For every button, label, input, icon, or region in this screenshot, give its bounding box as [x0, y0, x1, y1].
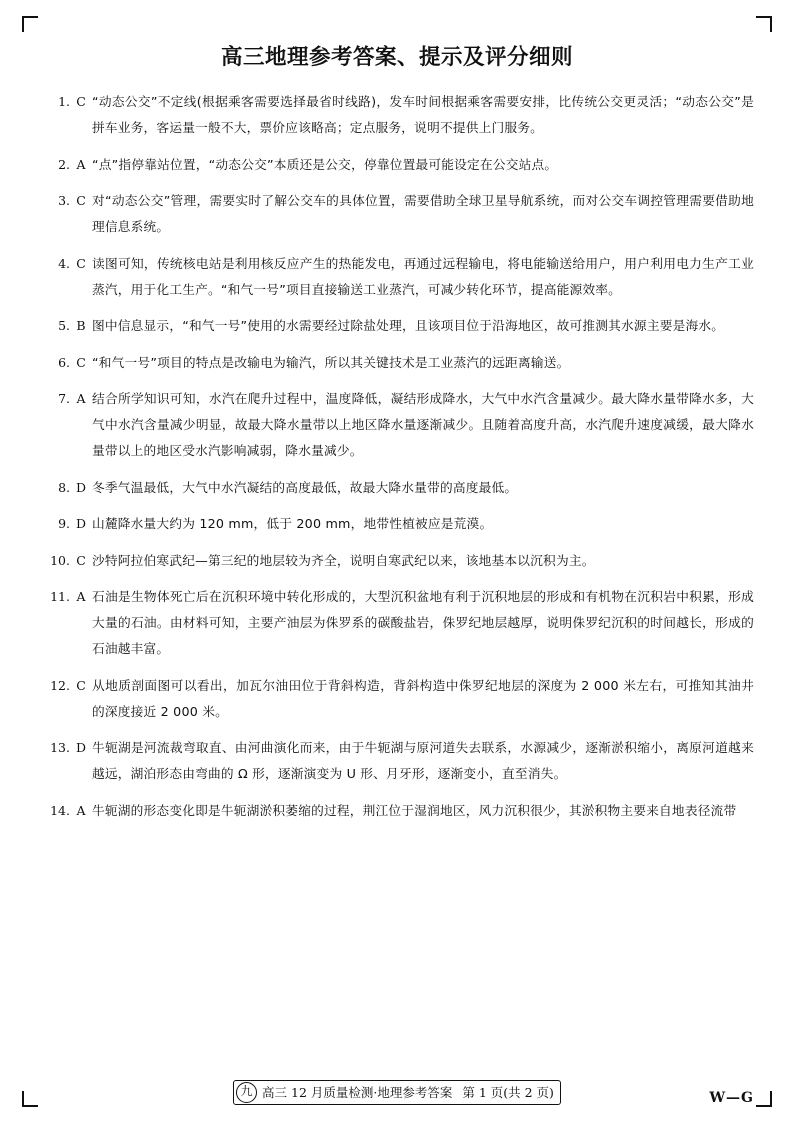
- answer-text: 山麓降水量大约为 120 mm，低于 200 mm，地带性植被应是荒漠。: [92, 516, 493, 531]
- answer-number: 8.: [58, 479, 70, 495]
- answer-number: 13.: [50, 740, 70, 755]
- answer-list: [40, 89, 754, 824]
- answer-number: 11.: [50, 589, 70, 604]
- answer-letter: C: [76, 354, 86, 370]
- answer-letter: C: [76, 255, 86, 271]
- answer-text: 图中信息显示，“和气一号”使用的水需要经过除盐处理，且该项目位于沿海地区，故可推测其水源主要是海水。: [92, 318, 725, 333]
- answer-letter: D: [75, 740, 87, 755]
- answer-item: [40, 798, 754, 824]
- crop-mark-top-left-vertical: [22, 16, 24, 32]
- page-footer: [0, 1080, 794, 1105]
- answer-item: [40, 511, 754, 537]
- crop-mark-top-right-vertical: [770, 16, 772, 32]
- answer-item: [40, 548, 754, 574]
- answer-letter: C: [76, 94, 86, 109]
- answer-text: 结合所学知识可知，水汽在爬升过程中，温度降低，凝结形成降水，大气中水汽含量减少。最大降水量带降水多，大气中水汽含量减少明显，故最大降水量带以上地区降水量逐渐减少。且随着高度升高，水汽爬升速度减缓，最大降水量带以上的地区受水汽影响减弱，降水量减少。: [92, 391, 754, 458]
- answer-text: 沙特阿拉伯寒武纪—第三纪的地层较为齐全，说明自寒武纪以来，该地基本以沉积为主。: [92, 552, 595, 568]
- answer-letter: D: [75, 479, 87, 495]
- footer-page-number: 第 1 页(共 2 页): [462, 1084, 554, 1100]
- answer-text: 石油是生物体死亡后在沉积环境中转化形成的，大型沉积盆地有利于沉积地层的形成和有机物在沉积岩中积累，形成大量的石油。由材料可知，主要产油层为侏罗系的碳酸盐岩，侏罗纪地层越厚，说明侏罗纪沉积的时间越长，形成的石油越丰富。: [92, 589, 754, 656]
- answer-item: [40, 386, 754, 464]
- answer-number: 14.: [50, 802, 70, 818]
- crop-mark-top-left: [22, 16, 38, 18]
- answer-item: [40, 313, 754, 339]
- answer-number: 4.: [58, 255, 70, 271]
- answer-item: [40, 188, 754, 240]
- answer-text: “点”指停靠站位置，“动态公交”本质还是公交，停靠位置最可能设定在公交站点。: [92, 156, 558, 172]
- answer-text: “和气一号”项目的特点是改输电为输汽，所以其关键技术是工业蒸汽的远距离输送。: [92, 354, 570, 370]
- answer-number: 10.: [50, 552, 70, 568]
- answer-number: 5.: [58, 318, 70, 333]
- answer-item: [40, 735, 754, 787]
- crop-mark-bottom-left: [22, 1105, 38, 1107]
- answer-letter: A: [76, 589, 86, 604]
- answer-text: 对“动态公交”管理，需要实时了解公交车的具体位置，需要借助全球卫星导航系统，而对公交车调控管理需要借助地理信息系统。: [92, 193, 754, 234]
- answer-number: 9.: [58, 516, 70, 531]
- answer-text: 从地质剖面图可以看出，加瓦尔油田位于背斜构造，背斜构造中侏罗纪地层的深度为 2 000 米左右，可推知其油井的深度接近 2 000 米。: [92, 677, 754, 719]
- page-title: 高三地理参考答案、提示及评分细则: [220, 45, 573, 70]
- answer-item: [40, 584, 754, 662]
- answer-number: 7.: [58, 391, 70, 406]
- answer-number: 12.: [50, 677, 70, 693]
- answer-text: 读图可知，传统核电站是利用核反应产生的热能发电，再通过远程输电，将电能输送给用户，用户利用电力生产工业蒸汽，用于化工生产。“和气一号”项目直接输送工业蒸汽，可减少转化环节，提高能源效率。: [92, 255, 754, 297]
- answer-letter: A: [76, 156, 86, 172]
- answer-item: [40, 152, 754, 178]
- answer-number: 2.: [58, 156, 70, 172]
- answer-letter: A: [76, 802, 86, 818]
- answer-item: [40, 475, 754, 501]
- answer-text: “动态公交”不定线(根据乘客需要选择最省时线路)，发车时间根据乘客需要安排，比传统公交更灵活；“动态公交”是拼车业务，客运量一般不大，票价应该略高；定点服务，说明不提供上门服务。: [92, 94, 754, 135]
- answer-letter: D: [75, 516, 87, 531]
- answer-letter: B: [76, 318, 86, 333]
- answer-item: [40, 673, 754, 725]
- answer-text: 冬季气温最低，大气中水汽凝结的高度最低，故最大降水量带的高度最低。: [92, 479, 518, 495]
- answer-text: 牛轭湖是河流裁弯取直、由河曲演化而来，由于牛轭湖与原河道失去联系，水源减少，逐渐淤积缩小，离原河道越来越远，湖泊形态由弯曲的 Ω 形，逐渐演变为 U 形、月牙形，逐渐变小，直至消失。: [92, 740, 754, 781]
- answer-letter: C: [76, 552, 86, 568]
- answer-text: 牛轭湖的形态变化即是牛轭湖淤积萎缩的过程，荆江位于湿润地区，风力沉积很少，其淤积物主要来自地表径流带: [92, 802, 737, 818]
- footer-title: 高三 12 月质量检测·地理参考答案: [262, 1084, 453, 1100]
- answer-item: [40, 251, 754, 303]
- footer-banner: [233, 1080, 561, 1105]
- answer-number: 3.: [58, 193, 70, 208]
- answer-letter: C: [76, 677, 86, 693]
- publisher-logo-icon: [236, 1082, 257, 1103]
- answer-item: [40, 350, 754, 376]
- answer-letter: A: [76, 391, 86, 406]
- answer-letter: C: [76, 193, 86, 208]
- answer-item: [40, 89, 754, 141]
- answer-number: 1.: [58, 94, 70, 109]
- answer-number: 6.: [58, 354, 70, 370]
- footer-paper-code: W—G: [709, 1090, 754, 1106]
